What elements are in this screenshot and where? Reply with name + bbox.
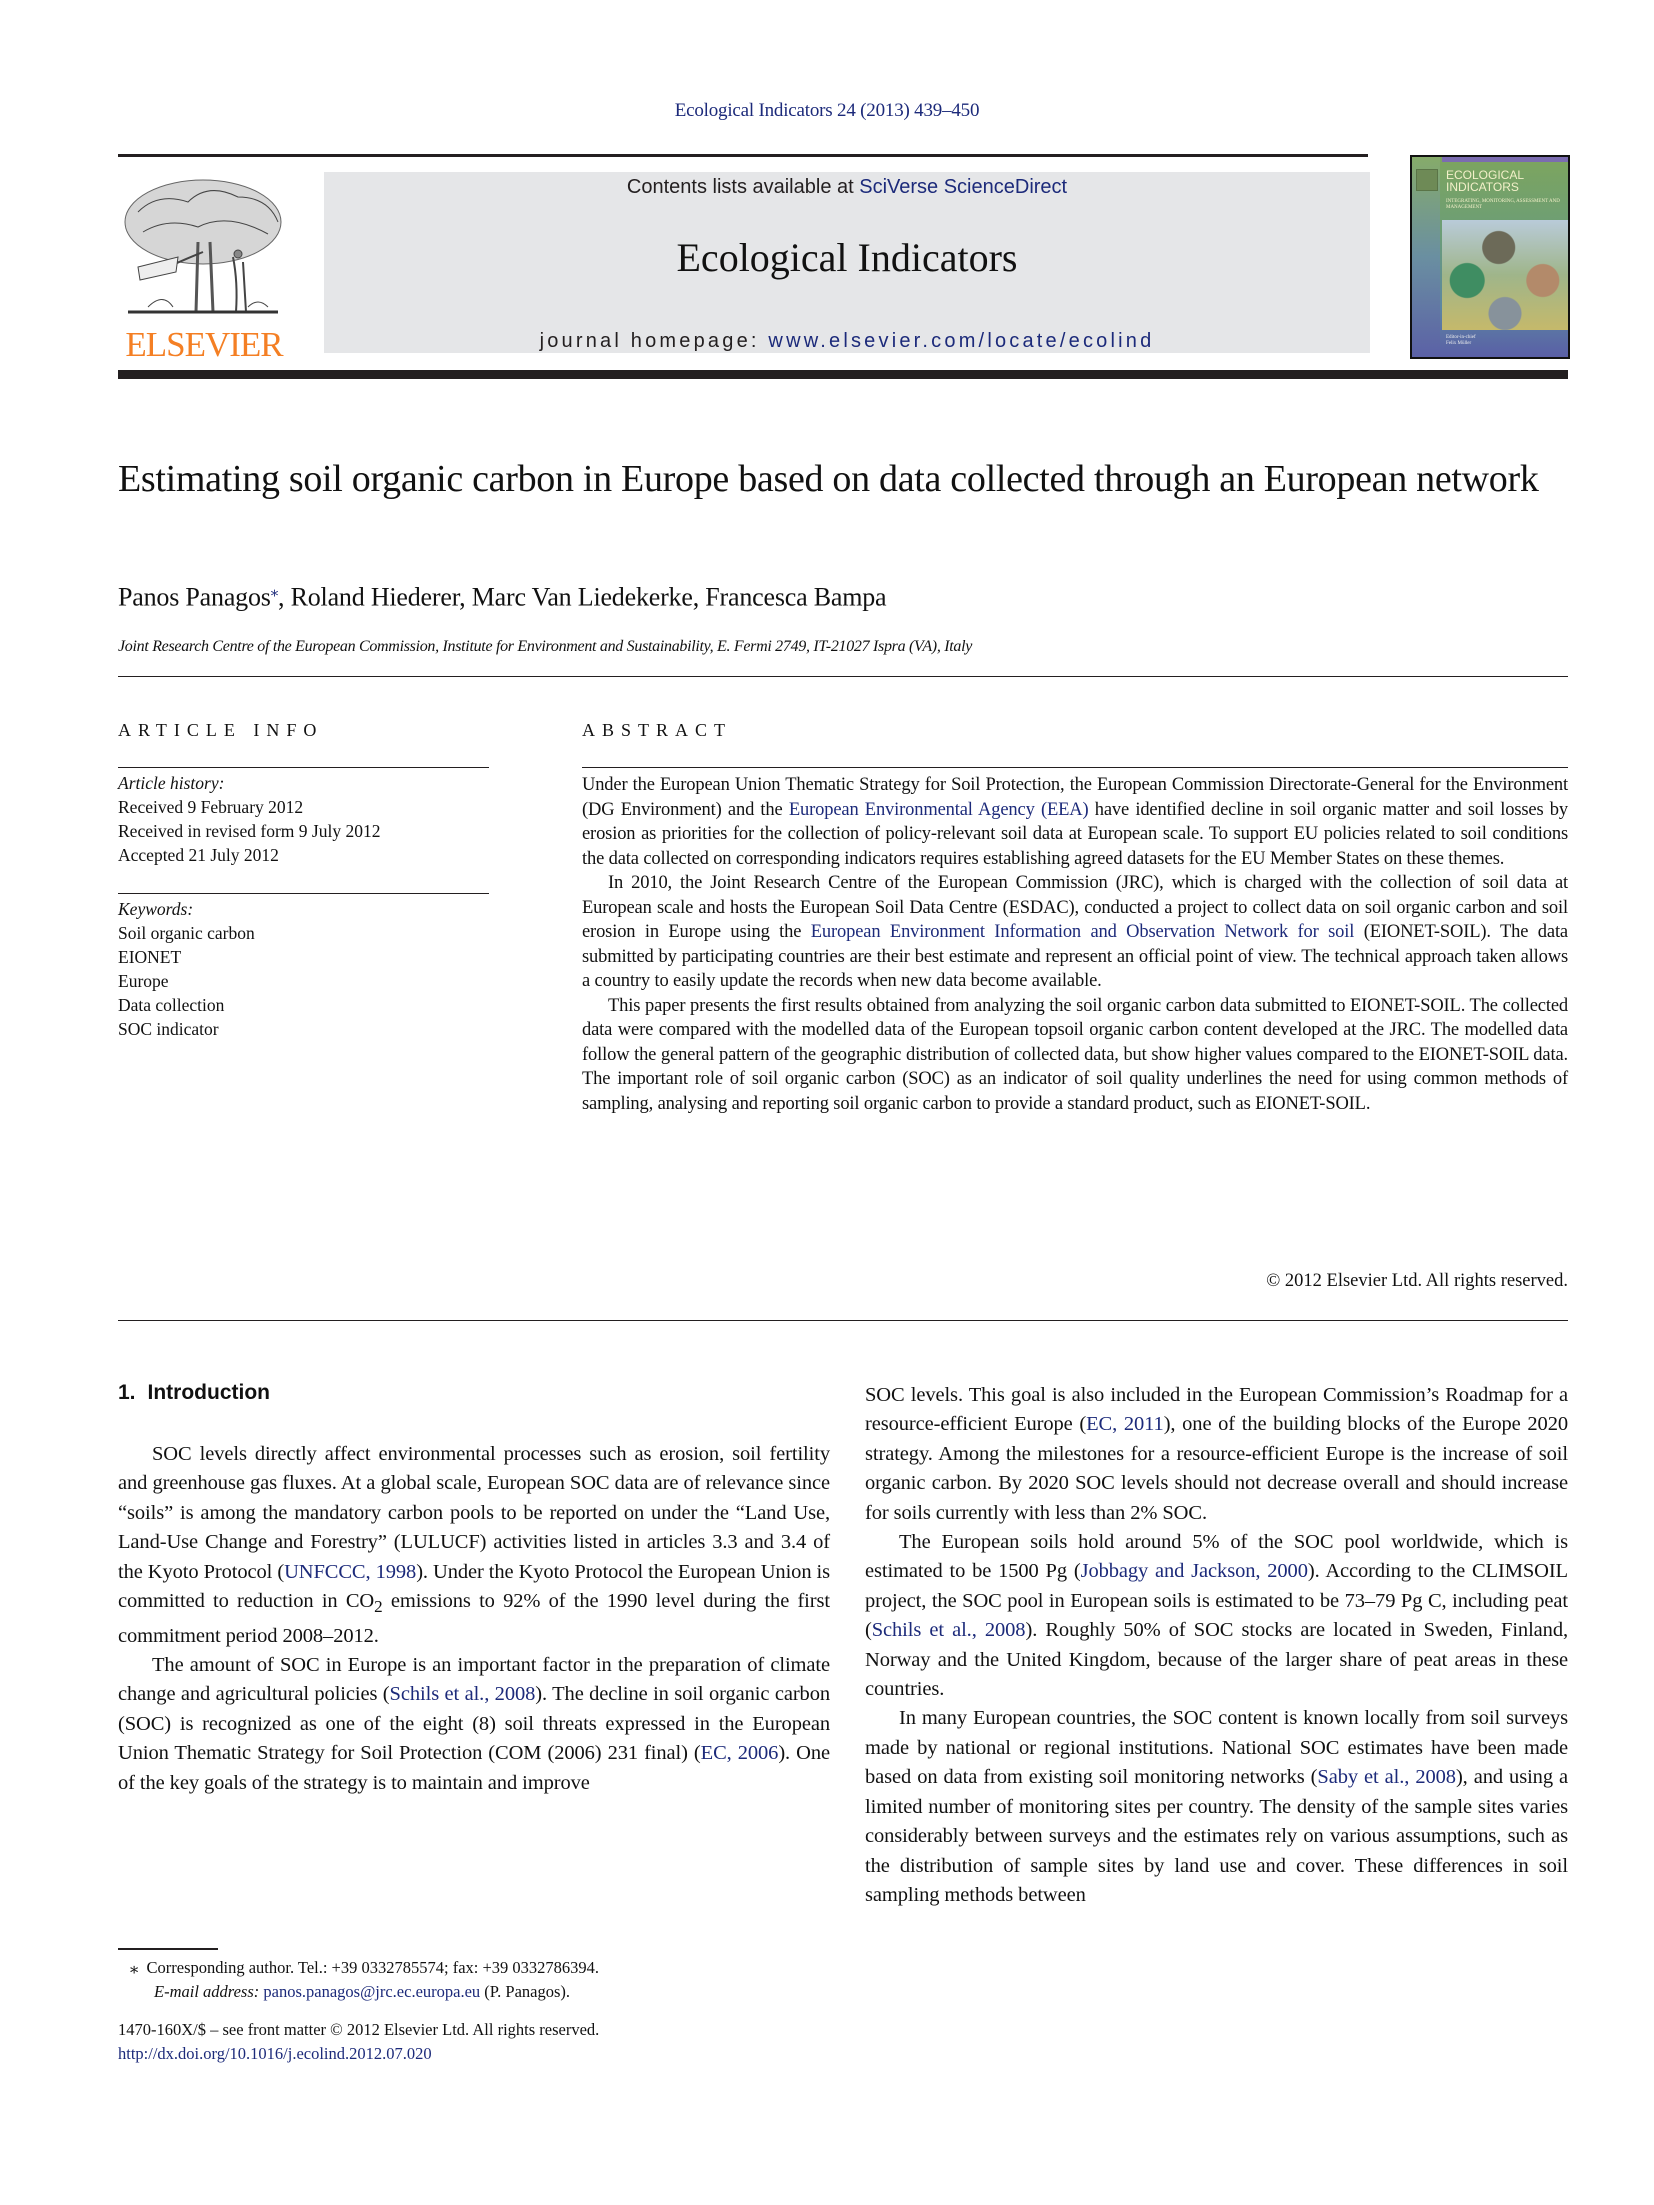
- front-matter: [118, 2018, 818, 2066]
- body-right-column: [865, 1381, 1568, 1910]
- author-name: Marc Van Liedekerke: [471, 582, 693, 612]
- cover-elsevier-logo-icon: [1416, 169, 1438, 191]
- cover-subtitle: INTEGRATING, MONITORING, ASSESSMENT AND MANAGEMENT: [1446, 199, 1560, 210]
- header-top-rule: [118, 154, 1368, 157]
- author-affiliation: Joint Research Centre of the European Commission, Institute for Environment and Sustainability, E. Fermi 2749, IT-21027 Ispra (VA), Italy: [118, 638, 973, 655]
- keyword: SOC indicator: [118, 1019, 219, 1039]
- article-info-rule: [118, 767, 489, 768]
- citation-link[interactable]: Jobbagy and Jackson, 2000: [1080, 1560, 1308, 1583]
- abstract-body: [582, 773, 1568, 1116]
- abstract-paragraph-2: [582, 871, 1568, 994]
- corresponding-author-footnote: [130, 1956, 830, 2004]
- doi-link[interactable]: http://dx.doi.org/10.1016/j.ecolind.2012.07.020: [118, 2044, 432, 2063]
- body-paragraph: [118, 1651, 830, 1798]
- abstract-paragraph-1: [582, 773, 1568, 871]
- body-text: ). The decline in soil organic carbon (SOC) is recognized as one of the eight (8) soil threats expressed in the European Union Thematic Strategy for Soil Protection (COM (2006) 231 final) (: [118, 1683, 830, 1765]
- header-thick-rule: [118, 370, 1568, 379]
- title-divider: [118, 676, 1568, 677]
- author-name: Roland Hiederer: [290, 582, 460, 612]
- keyword: Europe: [118, 971, 169, 991]
- elsevier-wordmark: ELSEVIER: [125, 325, 283, 364]
- cover-editor-name: Felix Müller: [1446, 341, 1472, 346]
- keyword: EIONET: [118, 947, 182, 967]
- body-text: In many European countries, the SOC content is known locally from soil surveys made by national or regional institutions. National SOC estimates have been made based on data from existing soil monitoring networks (: [865, 1707, 1568, 1789]
- keywords-list: [118, 897, 489, 1041]
- citation-link[interactable]: Saby et al., 2008: [1317, 1766, 1456, 1789]
- body-text: The European soils hold around 5% of the SOC pool worldwide, which is estimated to be 1500 Pg (: [865, 1531, 1568, 1583]
- journal-homepage-link[interactable]: www.elsevier.com/locate/ecolind: [768, 330, 1155, 352]
- cover-title-line-1: ECOLOGICAL: [1446, 168, 1525, 182]
- history-received: Received 9 February 2012: [118, 797, 304, 817]
- body-paragraph: [118, 1440, 830, 1651]
- abstract-heading: ABSTRACT: [582, 720, 733, 740]
- footnote-contact: Corresponding author. Tel.: +39 0332785574; fax: +39 0332786394.: [146, 1958, 600, 1977]
- keywords-label: Keywords:: [118, 899, 194, 919]
- corresponding-author-mark[interactable]: ⁎: [270, 584, 278, 600]
- keywords-rule: [118, 893, 489, 894]
- keyword: Data collection: [118, 995, 225, 1015]
- footnote-line: [130, 1956, 830, 1980]
- body-text: SOC levels. This goal is also included in the European Commission’s Roadmap for a resource-efficient Europe (: [865, 1384, 1568, 1436]
- cover-title: [1446, 169, 1524, 193]
- journal-homepage-line: [324, 330, 1370, 353]
- footnote-rule: [118, 1948, 218, 1950]
- author-separator: ,: [459, 582, 472, 612]
- journal-title: Ecological Indicators: [676, 235, 1018, 280]
- cover-title-line-2: INDICATORS: [1446, 180, 1519, 194]
- article-info-heading: ARTICLE INFO: [118, 720, 324, 740]
- author-separator: ,: [692, 582, 706, 612]
- sciencedirect-link[interactable]: SciVerse ScienceDirect: [859, 176, 1068, 198]
- body-text: ). One of the key goals of the strategy is to maintain and improve: [118, 1742, 830, 1794]
- body-text: ). According to the CLIMSOIL project, the SOC pool in European soils is estimated to be 73–79 Pg C, including peat (: [865, 1560, 1568, 1642]
- journal-cover-image[interactable]: [1410, 155, 1570, 359]
- body-text: SOC levels directly affect environmental processes such as erosion, soil fertility and greenhouse gas fluxes. At a global scale, European SOC data are of relevance since “soils” is among the mandatory carbon pools to be reported on under the “Land Use, Land-Use Change and Forestry” (LULUCF) activities listed in articles 3.3 and 3.4 of the Kyoto Protocol (: [118, 1443, 830, 1583]
- citation-link[interactable]: EC, 2011: [1086, 1413, 1164, 1436]
- cover-editor: [1446, 335, 1476, 347]
- section-title: Introduction: [147, 1381, 270, 1404]
- article-history-label: Article history:: [118, 773, 225, 793]
- citation-link[interactable]: Schils et al., 2008: [389, 1683, 536, 1706]
- email-owner: (P. Panagos).: [480, 1982, 571, 2001]
- citation-link[interactable]: Schils et al., 2008: [871, 1619, 1026, 1642]
- body-left-column: [118, 1440, 830, 1798]
- body-text: emissions to 92% of the 1990 level during the first commitment period 2008–2012.: [118, 1590, 830, 1647]
- author-name: Francesca Bampa: [705, 582, 887, 612]
- body-text: The amount of SOC in Europe is an important factor in the preparation of climate change and agricultural policies (: [118, 1653, 830, 1706]
- cover-editor-label: Editor-in-chief: [1446, 335, 1476, 340]
- abstract-copyright: © 2012 Elsevier Ltd. All rights reserved.: [1266, 1271, 1568, 1291]
- abstract-text: In 2010, the Joint Research Centre of the European Commission (JRC), which is charged with the collection of soil data at European scale and hosts the European Soil Data Centre (ESDAC), conducted a project to collect data on soil organic carbon and soil erosion in Europe using the: [582, 873, 1568, 942]
- email-link[interactable]: panos.panagos@jrc.ec.europa.eu: [263, 1982, 481, 2001]
- citation-link[interactable]: EC, 2006: [700, 1742, 779, 1765]
- citation-link[interactable]: UNFCCC, 1998: [284, 1560, 417, 1583]
- paper-title: Estimating soil organic carbon in Europe based on data collected through an European network: [118, 458, 1539, 500]
- abstract-rule: [582, 767, 1568, 768]
- email-label: E-mail address:: [154, 1982, 260, 2001]
- author-separator: ,: [278, 582, 291, 612]
- abstract-text: Under the European Union Thematic Strategy for Soil Protection, the European Commission Directorate-General for the Environment (DG Environment) and the: [582, 775, 1568, 820]
- abstract-divider: [118, 1320, 1568, 1321]
- body-paragraph: [865, 1528, 1568, 1704]
- running-head-citation[interactable]: Ecological Indicators 24 (2013) 439–450: [674, 100, 980, 121]
- subscript: 2: [374, 1597, 383, 1617]
- abstract-paragraph-3: This paper presents the first results obtained from analyzing the soil organic carbon data submitted to EIONET-SOIL. The collected data were compared with the modelled data of the European topsoil organic carbon content developed at the JRC. The modelled data follow the general pattern of the geographic distribution of collected data, but show higher values compared to the EIONET-SOIL data. The important role of soil organic carbon (SOC) as an indicator of soil quality underlines the need for using common methods of sampling, analysing and reporting soil organic carbon to provide a standard product, such as EIONET-SOIL.: [582, 995, 1568, 1114]
- body-text: ). Roughly 50% of SOC stocks are located in Sweden, Finland, Norway and the United Kingdom, because of the larger share of peat areas in these countries.: [865, 1619, 1568, 1701]
- abstract-text: have identified decline in soil organic matter and soil losses by erosion as priorities for the collection of policy-relevant soil data at European scale. To support EU policies related to soil conditions the data collected on corresponding indicators requires establishing agreed datasets for the EU Member States on these themes.: [582, 799, 1569, 869]
- section-number: 1.: [118, 1381, 136, 1404]
- eionet-link[interactable]: European Environment Information and Observation Network for soil: [810, 922, 1355, 942]
- contents-available-line: [324, 176, 1370, 199]
- body-paragraph: [865, 1704, 1568, 1910]
- eea-link[interactable]: European Environmental Agency (EEA): [788, 799, 1089, 820]
- abstract-text: (EIONET-SOIL). The data submitted by participating countries are their best estimate and represent an official point of view. The technical approach taken allows a country to easily update the records when new data become available.: [582, 922, 1568, 991]
- article-history: [118, 771, 489, 867]
- history-accepted: Accepted 21 July 2012: [118, 845, 279, 865]
- body-paragraph: [865, 1381, 1568, 1528]
- body-text: ), and using a limited number of monitoring sites per country. The density of the sample sites varies considerably between surveys and the estimates rely on various assumptions, such as the distribution of sample sites by land use and cover. These differences in soil sampling methods between: [865, 1766, 1569, 1906]
- body-text: ), one of the building blocks of the Europe 2020 strategy. Among the milestones for a resource-efficient Europe is the increase of soil organic carbon. By 2020 SOC levels should not decrease overall and should increase for soils currently with less than 2% SOC.: [865, 1413, 1568, 1524]
- author-name: Panos Panagos: [118, 582, 271, 612]
- footnote-email-line: [130, 1980, 830, 2004]
- cover-top-strip: [1442, 157, 1568, 162]
- body-text: ). Under the Kyoto Protocol the European Union is committed to reduction in CO: [118, 1560, 830, 1613]
- keyword: Soil organic carbon: [118, 923, 255, 943]
- journal-banner: [324, 172, 1370, 353]
- history-revised: Received in revised form 9 July 2012: [118, 821, 381, 841]
- cover-photo-collage: [1442, 220, 1568, 330]
- footnote-mark: ⁎: [130, 1958, 139, 1977]
- contents-prefix: Contents lists available at: [626, 176, 860, 198]
- issn-line: 1470-160X/$ – see front matter © 2012 Elsevier Ltd. All rights reserved.: [118, 2020, 600, 2039]
- author-list: [118, 582, 886, 613]
- homepage-prefix: journal homepage:: [539, 330, 769, 352]
- section-heading-introduction: [118, 1381, 270, 1405]
